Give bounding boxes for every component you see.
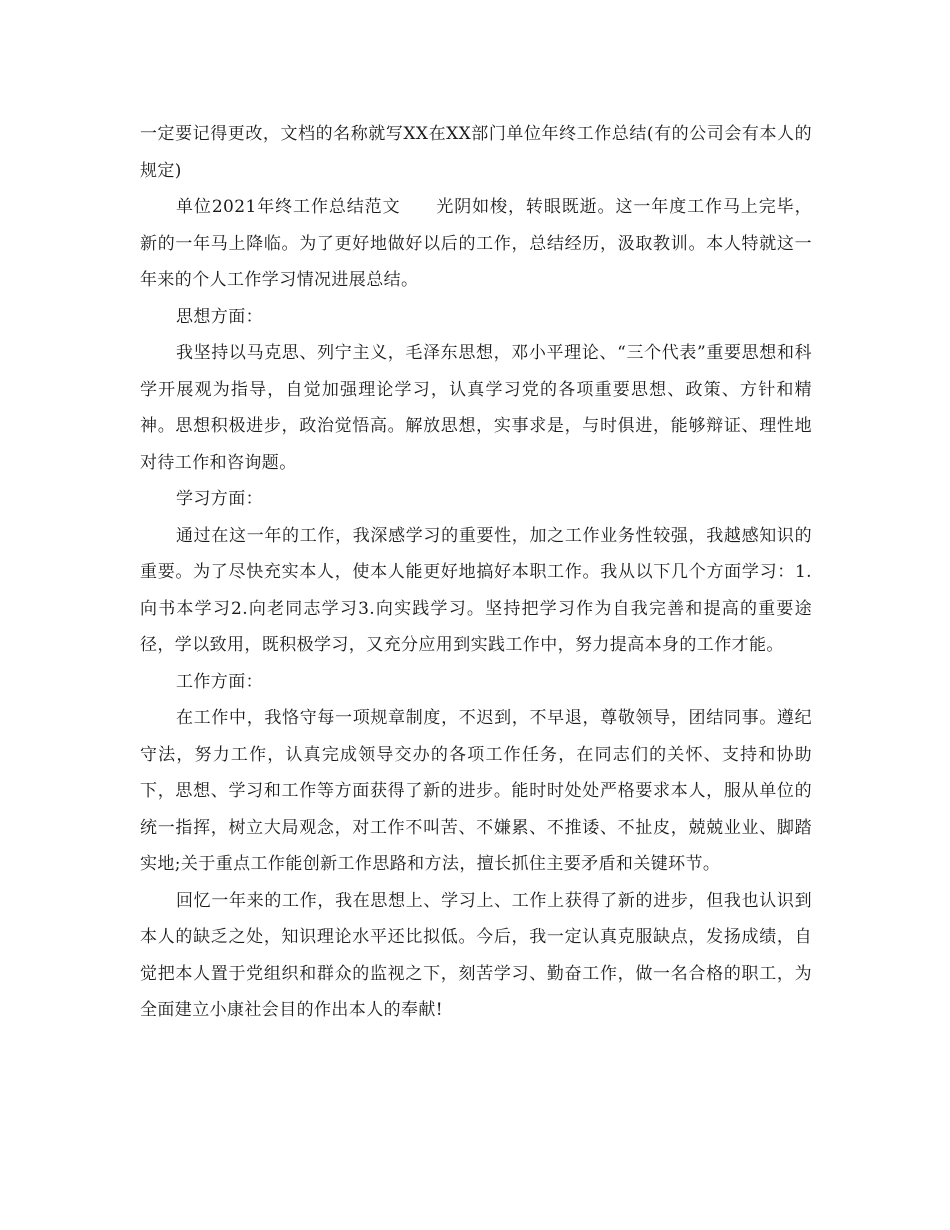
paragraph-title-intro: 单位2021年终工作总结范文 光阴如梭，转眼既逝。这一年度工作马上完毕，新的一年马上降临。为了更好地做好以后的工作，总结经历，汲取教训。本人特就这一年来的个人工作学习情况进展总结。	[140, 197, 812, 290]
document-body	[140, 116, 812, 1029]
heading-thought: 思想方面：	[176, 306, 263, 327]
paragraph-filename-note: 一定要记得更改，文档的名称就写XX在XX部门单位年终工作总结(有的公司会有本人的规定)	[140, 124, 812, 181]
heading-work: 工作方面：	[176, 671, 263, 692]
paragraph-thought: 我坚持以马克思、列宁主义，毛泽东思想，邓小平理论、“三个代表”重要思想和科学开展观为指导，自觉加强理论学习，认真学习党的各项重要思想、政策、方针和精神。思想积极进步，政治觉悟高。解放思想，实事求是，与时俱进，能够辩证、理性地对待工作和咨询题。	[140, 343, 812, 473]
paragraph-study: 通过在这一年的工作，我深感学习的重要性，加之工作业务性较强，我越感知识的重要。为了尽快充实本人，使本人能更好地搞好本职工作。我从以下几个方面学习：1.向书本学习2.向老同志学习3.向实践学习。坚持把学习作为自我完善和提高的重要途径，学以致用，既积极学习，又充分应用到实践工作中，努力提高本身的工作才能。	[140, 525, 812, 655]
paragraph-review: 回忆一年来的工作，我在思想上、学习上、工作上获得了新的进步，但我也认识到本人的缺乏之处，知识理论水平还比拟低。今后，我一定认真克服缺点，发扬成绩，自觉把本人置于党组织和群众的监视之下，刻苦学习、勤奋工作，做一名合格的职工，为全面建立小康社会目的作出本人的奉献!	[140, 890, 812, 1020]
paragraph-work: 在工作中，我恪守每一项规章制度，不迟到，不早退，尊敬领导，团结同事。遵纪守法，努力工作，认真完成领导交办的各项工作任务，在同志们的关怀、支持和协助下，思想、学习和工作等方面获得了新的进步。能时时处处严格要求本人，服从单位的统一指挥，树立大局观念，对工作不叫苦、不嫌累、不推诿、不扯皮，兢兢业业、脚踏实地;关于重点工作能创新工作思路和方法，擅长抓住主要矛盾和关键环节。	[140, 708, 812, 874]
heading-study: 学习方面：	[176, 489, 263, 509]
